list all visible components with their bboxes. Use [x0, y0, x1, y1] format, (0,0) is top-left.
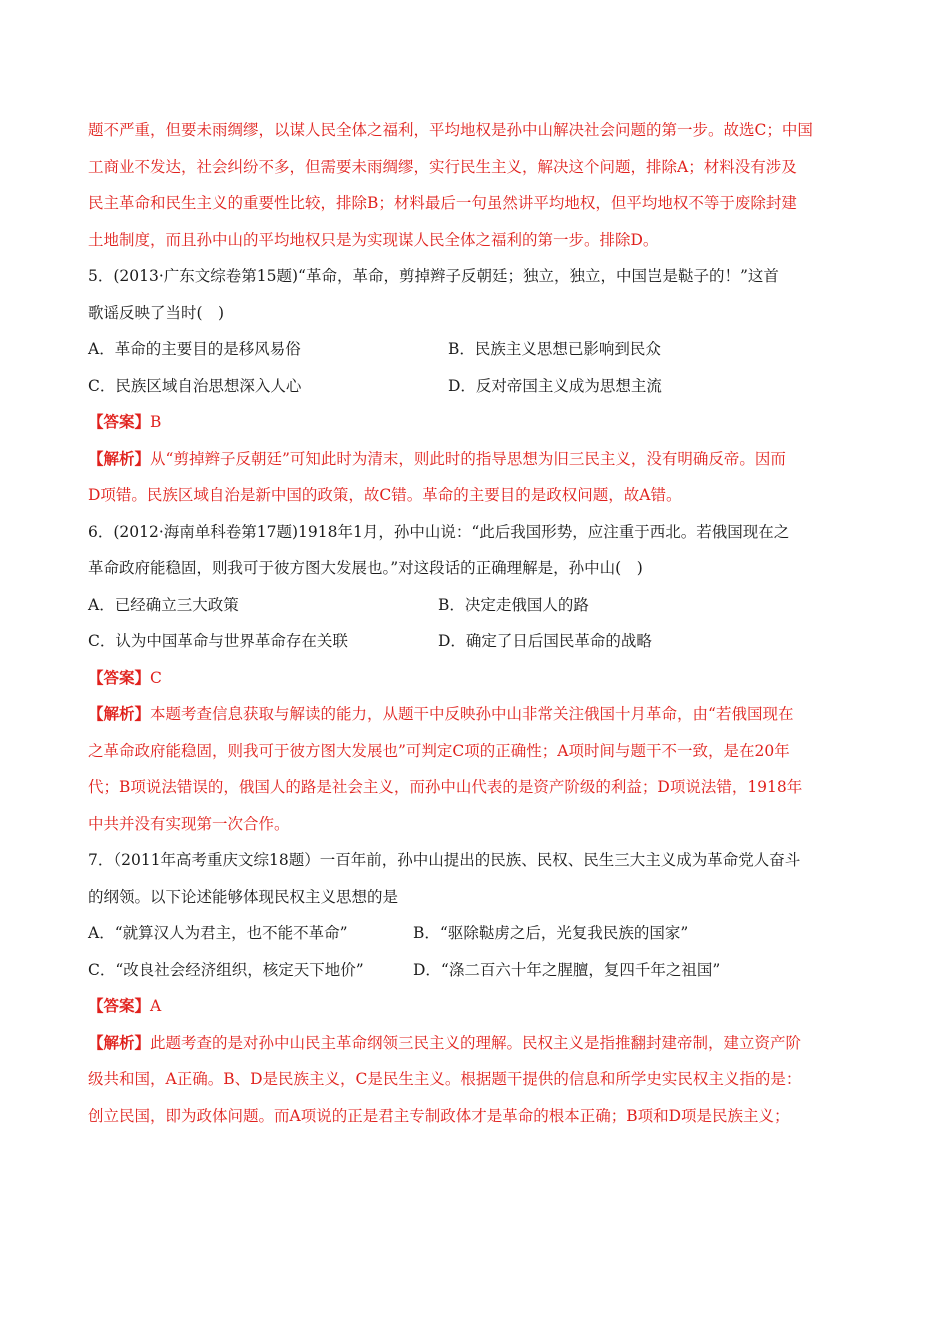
question-7-options-row [88, 915, 862, 952]
analysis-line: 题不严重，但要未雨绸缪，以谋人民全体之福利，平均地权是孙中山解决社会问题的第一步。故选C；中国 [88, 121, 813, 139]
analysis-line: 中共并没有实现第一次合作。 [88, 814, 290, 833]
question-6-answer [88, 660, 862, 697]
option-b: B．决定走俄国人的路 [438, 595, 589, 614]
option-a: A．已经确立三大政策 [88, 595, 239, 614]
question-5-options-row [88, 331, 862, 368]
question-7-answer [88, 988, 862, 1025]
analysis-line: 级共和国，A正确。B、D是民族主义，C是民生主义。根据题干提供的信息和所学史实民权主义指的是： [88, 1070, 802, 1088]
question-7-analysis [88, 1025, 862, 1062]
analysis-line: 民主革命和民生主义的重要性比较，排除B；材料最后一句虽然讲平均地权，但平均地权不等于废除封建 [88, 194, 797, 212]
question-5-answer [88, 404, 862, 441]
analysis-line: 之革命政府能稳固，则我可于彼方图大发展也”可判定C项的正确性；A项时间与题干不一致，是在20年 [88, 741, 790, 760]
answer-value: C [150, 668, 162, 687]
analysis-line: D项错。民族区域自治是新中国的政策，故C错。革命的主要目的是政权问题，故A错。 [88, 486, 682, 504]
option-a: A．“就算汉人为君主，也不能不革命” [88, 924, 348, 942]
option-d: D．“涤二百六十年之腥膻，复四千年之祖国” [413, 960, 721, 979]
question-5-analysis [88, 441, 862, 478]
document-page [88, 112, 862, 1134]
option-d: D．反对帝国主义成为思想主流 [448, 376, 662, 395]
question-5-stem: 歌谣反映了当时( ) [88, 303, 225, 322]
analysis-label: 【解析】 [88, 1032, 151, 1052]
answer-label: 【答案】 [88, 996, 151, 1015]
option-c: C．“改良社会经济组织，核定天下地价” [88, 960, 364, 979]
question-6-options-row [88, 623, 862, 660]
option-a: A．革命的主要目的是移风易俗 [88, 340, 301, 358]
answer-value: B [150, 413, 162, 431]
answer-label: 【答案】 [88, 667, 151, 687]
option-c: C．认为中国革命与世界革命存在关联 [88, 632, 348, 650]
question-6-stem: 革命政府能稳固，则我可于彼方图大发展也。”对这段话的正确理解是，孙中山( ) [88, 559, 643, 577]
analysis-label: 【解析】 [88, 448, 151, 468]
option-c: C．民族区域自治思想深入人心 [88, 376, 302, 395]
question-6-analysis [88, 696, 862, 733]
answer-value: A [150, 997, 162, 1015]
option-b: B．民族主义思想已影响到民众 [448, 340, 661, 358]
question-6-stem: 6．(2012·海南单科卷第17题)1918年1月，孙中山说：“此后我国形势，应注重于西北。若俄国现在之 [88, 522, 790, 541]
analysis-label: 【解析】 [88, 704, 151, 723]
option-d: D．确定了日后国民革命的战略 [438, 632, 652, 650]
answer-label: 【答案】 [88, 412, 151, 431]
analysis-text: 此题考查的是对孙中山民主革命纲领三民主义的理解。民权主义是指推翻封建帝制，建立资产阶 [150, 1033, 802, 1052]
analysis-text: 本题考查信息获取与解读的能力，从题干中反映孙中山非常关注俄国十月革命，由“若俄国现在 [150, 705, 794, 723]
option-b: B．“驱除鞑虏之后，光复我民族的国家” [413, 924, 689, 942]
analysis-line: 创立民国，即为政体问题。而A项说的正是君主专制政体才是革命的根本正确；B项和D项是民族主义； [88, 1106, 790, 1125]
question-7-stem: 的纲领。以下论述能够体现民权主义思想的是 [88, 887, 399, 906]
question-5-options-row [88, 368, 862, 405]
question-7-options-row [88, 952, 862, 989]
question-6-options-row [88, 587, 862, 624]
analysis-line: 代；B项说法错误的，俄国人的路是社会主义，而孙中山代表的是资产阶级的利益；D项说法错，1918年 [88, 778, 803, 796]
question-7-stem: 7．（2011年高考重庆文综18题）一百年前，孙中山提出的民族、民权、民生三大主义成为革命党人奋斗 [88, 851, 801, 869]
analysis-line: 工商业不发达，社会纠纷不多，但需要未雨绸缪，实行民生主义，解决这个问题，排除A；材料没有涉及 [88, 157, 797, 176]
question-5-stem: 5．(2013·广东文综卷第15题)“革命，革命，剪掉辫子反朝廷；独立，独立，中国岂是鞑子的！”这首 [88, 267, 779, 285]
analysis-text: 从“剪掉辫子反朝廷”可知此时为清末，则此时的指导思想为旧三民主义，没有明确反帝。因而 [150, 449, 786, 468]
analysis-line: 土地制度，而且孙中山的平均地权只是为实现谋人民全体之福利的第一步。排除D。 [88, 230, 659, 249]
